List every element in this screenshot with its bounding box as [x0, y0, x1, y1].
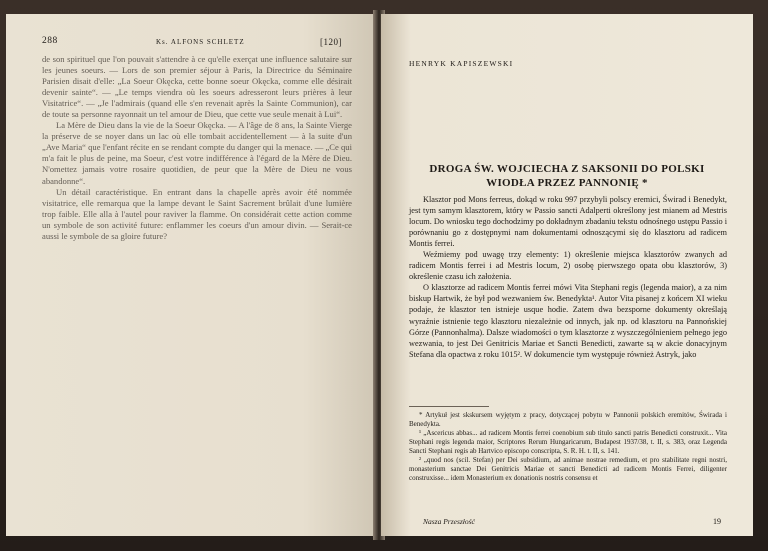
- article-title: DROGA ŚW. WOJCIECHA Z SAKSONII DO POLSKI WIODŁA PRZEZ PANNONIĘ *: [429, 163, 705, 189]
- left-paragraph: de son spirituel que l'on pouvait s'attendre à ce qu'elle exerçat une influence salutaire sur les jeunes soeurs. — Lors de son premier séjour à Paris, la Directrice du Séminaire Parisien disait d'elle: „La Soeur Okęcka, cette bonne soeur Okęcka, comme elle désirait devenir sainte“. — „Le temps viendra où les soeurs adresseront leurs prières à leur Visitatrice“. — „Je l'admirais (quand elle s'en revenait après la Sainte Communion), car de toute sa personne rayonnait un tel amour de Dieu, que cette vue seule menait à Lui“.: [42, 54, 352, 120]
- right-page-number: 19: [713, 517, 721, 526]
- right-page: [381, 14, 753, 536]
- footer-journal-name: Nasza Przeszłość: [423, 517, 475, 526]
- footnote: ² „quod nos (scil. Stefan) per Dei subsidium, ad animae nostrae remedium, et pro stabilitate regni nostri, monasterium sanctae Dei Genitricis Mariae et sancti Benedicti ad radicem Montis Ferrei, diligenter construxisse... idem Monasterium ex donationis nostris consensu et: [409, 456, 727, 482]
- right-paragraph: Weźmiemy pod uwagę trzy elementy: 1) określenie miejsca klasztorów zwanych ad radicem Montis ferrei i ad Mestris locum, 2) osobę pierwszego opata obu klasztorów, 3) określenie czasu ich założenia.: [409, 250, 727, 282]
- right-paragraph: Klasztor pod Mons ferreus, dokąd w roku 997 przybyli polscy eremici, Świrad i Benedykt, jest tym samym klasztorem, który w Passio sancti Adalperti określony jest mianem ad Mestris locum. Do wniosku tego dochodzimy po dokładnym zbadaniu tekstu odnośnego ustępu Passio i porównaniu go z dostępnymi nam dokumentami odnoszącymi się do klasztoru ad radicem Montis ferrei.: [409, 195, 727, 249]
- right-body-text: [409, 194, 727, 360]
- footnote: * Artykuł jest skskursem wyjętym z pracy, dotyczącej pobytu w Pannonii polskich eremitów, Świrada i Benedykta.: [409, 411, 727, 428]
- right-paragraph: O klasztorze ad radicem Montis ferrei mówi Vita Stephani regis (legenda maior), a za nim biskup Hartwik, że był pod wezwaniem św. Benedykta¹. Autor Vita pisanej z końcem XI wieku podaje, że klasztor ten istnieje usque hodie. Zatem dwa bezsporne dokumenty określają wyraźnie istnienie tego klasztoru niezależnie od innych, jak np. od klasztoru na Pannońskiej Górze (Pannonhalma). Dalsze wiadomości o tym klasztorze z wyszczególnieniem pełnego jego wezwania, to jest Dei Genitricis Mariae et Sancti Benedicti, zawarte są w akcie donacyjnym Stefana dla opactwa z roku 1015². W dokumencie tym występuje również Astryk, jako: [409, 283, 727, 359]
- footnotes: [409, 411, 727, 483]
- left-page: [6, 14, 377, 536]
- left-paragraph: Un détail caractéristique. En entrant dans la chapelle après avoir été nommée visitatrice, elle remarqua que la lampe devant le Saint Sacrement brûlait d'une lumière trop faible. Elle alla à l'autel pour raviver la flamme. On considérait cette action comme un symbole de son activité future: enflammer les coeurs d'un amour divin. — Serait-ce aussi le symbole de sa gloire future?: [42, 186, 352, 241]
- footnote: ¹ „Ascericus abbas... ad radicem Montis ferrei coenobium sub titulo sancti patris Benedicti construxit... Vita Stephani regis legenda maior, Scriptores Rerum Hungaricarum, Budapest 1937/38, t. II, s. 383, oraz Legenda Sancti Stephani regis ab Hartvico episcopo conscripta, S. R. H. t. II, s. 141.: [409, 429, 727, 455]
- left-paragraph: La Mère de Dieu dans la vie de la Soeur Okęcka. — A l'âge de 8 ans, la Sainte Vierge la préserve de se noyer dans un lac où elle tombait accidentellement — à la suite d'un „Ave Maria“ que l'enfant récite en se rendant compte du danger qui la menace. — „Ce qui m'a fait le plus de peine, ma Soeur, c'est votre indifférence à l'égard de la Mère de Dieu. N'omettez jamais votre rosaire quotidien, de peur que la Mère de Dieu ne vous abandonne“.: [42, 120, 352, 186]
- left-running-head: Ks. ALFONS SCHLETZ: [156, 38, 245, 46]
- left-body-text: [42, 54, 352, 242]
- footnote-rule: [409, 406, 489, 407]
- left-page-number: 288: [42, 36, 58, 46]
- left-bracket-number: [120]: [320, 37, 342, 47]
- right-running-head: HENRYK KAPISZEWSKI: [409, 59, 514, 68]
